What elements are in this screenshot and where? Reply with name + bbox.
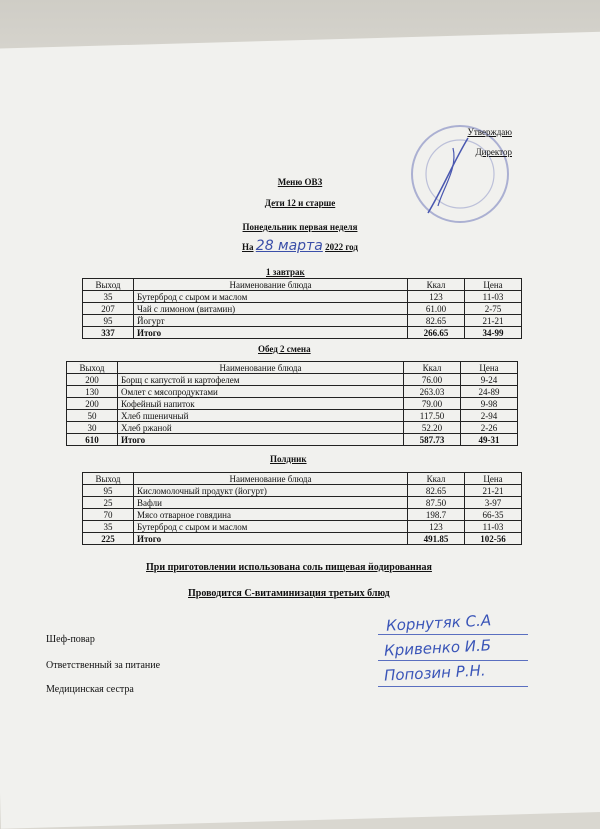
lunch-table: Выход Наименование блюда Ккал Цена 200 Борщ с капустой и картофелем 76.00 9-24 130 Омлет с мясопродуктами 263.03 24-89 200 Кофейный напиток 79.00 9-98 50 Хлеб пшеничный 117.50 2-94 30 Хлеб ржаной 52.20 2-26 610 Итого 587.73 49-31 [66, 361, 518, 446]
table-row: 30 Хлеб ржаной 52.20 2-26 [67, 422, 518, 434]
date-handwritten: 28 марта [255, 238, 323, 254]
table-row: 35 Бутерброд с сыром и маслом 123 11-03 [83, 291, 522, 303]
signature-line [378, 634, 528, 635]
chef-label: Шеф-повар [46, 634, 95, 645]
signature-chef: Корнутяк С.А [385, 611, 492, 635]
date-prefix: На [242, 242, 254, 252]
approval-block [467, 122, 512, 162]
table-row: 50 Хлеб пшеничный 117.50 2-94 [67, 410, 518, 422]
total-row: 225 Итого 491.85 102-56 [83, 533, 522, 545]
approve-label: Утверждаю [467, 127, 512, 137]
total-row: 337 Итого 266.65 34-99 [83, 327, 522, 339]
table-row: 130 Омлет с мясопродуктами 263.03 24-89 [67, 386, 518, 398]
section-snack: Полдник [270, 454, 307, 464]
table-row: 200 Борщ с капустой и картофелем 76.00 9-24 [67, 374, 518, 386]
date-line [0, 238, 600, 254]
note-vitamin: Проводится С-витаминизация третьих блюд [188, 588, 390, 599]
section-lunch: Обед 2 смена [258, 344, 311, 354]
note-salt: При приготовлении использована соль пищевая йодированная [146, 562, 432, 573]
responsible-label: Ответственный за питание [46, 660, 161, 671]
nurse-label: Медицинская сестра [46, 684, 134, 695]
signature-line [378, 686, 528, 687]
day-label: Понедельник первая неделя [242, 222, 358, 232]
menu-title: Меню ОВЗ [277, 177, 323, 187]
table-row: 25 Вафли 87.50 3-97 [83, 497, 522, 509]
age-group: Дети 12 и старше [264, 198, 336, 208]
snack-table: Выход Наименование блюда Ккал Цена 95 Кисломолочный продукт (йогурт) 82.65 21-21 25 Вафли 87.50 3-97 70 Мясо отварное говядина 198.7 66-35 35 Бутерброд с сыром и маслом 123 11-03 225 Итого 491.85 102-56 [82, 472, 522, 545]
table-row: 207 Чай с лимоном (витамин) 61.00 2-75 [83, 303, 522, 315]
director-label: Директор [475, 147, 512, 157]
total-row: 610 Итого 587.73 49-31 [67, 434, 518, 446]
date-year: 2022 год [325, 242, 358, 252]
signature-nurse: Попозин Р.Н. [383, 661, 487, 685]
signature-responsible: Кривенко И.Б [383, 636, 492, 660]
table-row: 35 Бутерброд с сыром и маслом 123 11-03 [83, 521, 522, 533]
table-row: 95 Кисломолочный продукт (йогурт) 82.65 21-21 [83, 485, 522, 497]
breakfast-table: Выход Наименование блюда Ккал Цена 35 Бутерброд с сыром и маслом 123 11-03 207 Чай с лимоном (витамин) 61.00 2-75 95 Йогурт 82.65 21-21 337 Итого 266.65 34-99 [82, 278, 522, 339]
table-row: 70 Мясо отварное говядина 198.7 66-35 [83, 509, 522, 521]
table-row: 200 Кофейный напиток 79.00 9-98 [67, 398, 518, 410]
table-row: 95 Йогурт 82.65 21-21 [83, 315, 522, 327]
signature-line [378, 660, 528, 661]
section-breakfast: 1 завтрак [266, 267, 305, 277]
